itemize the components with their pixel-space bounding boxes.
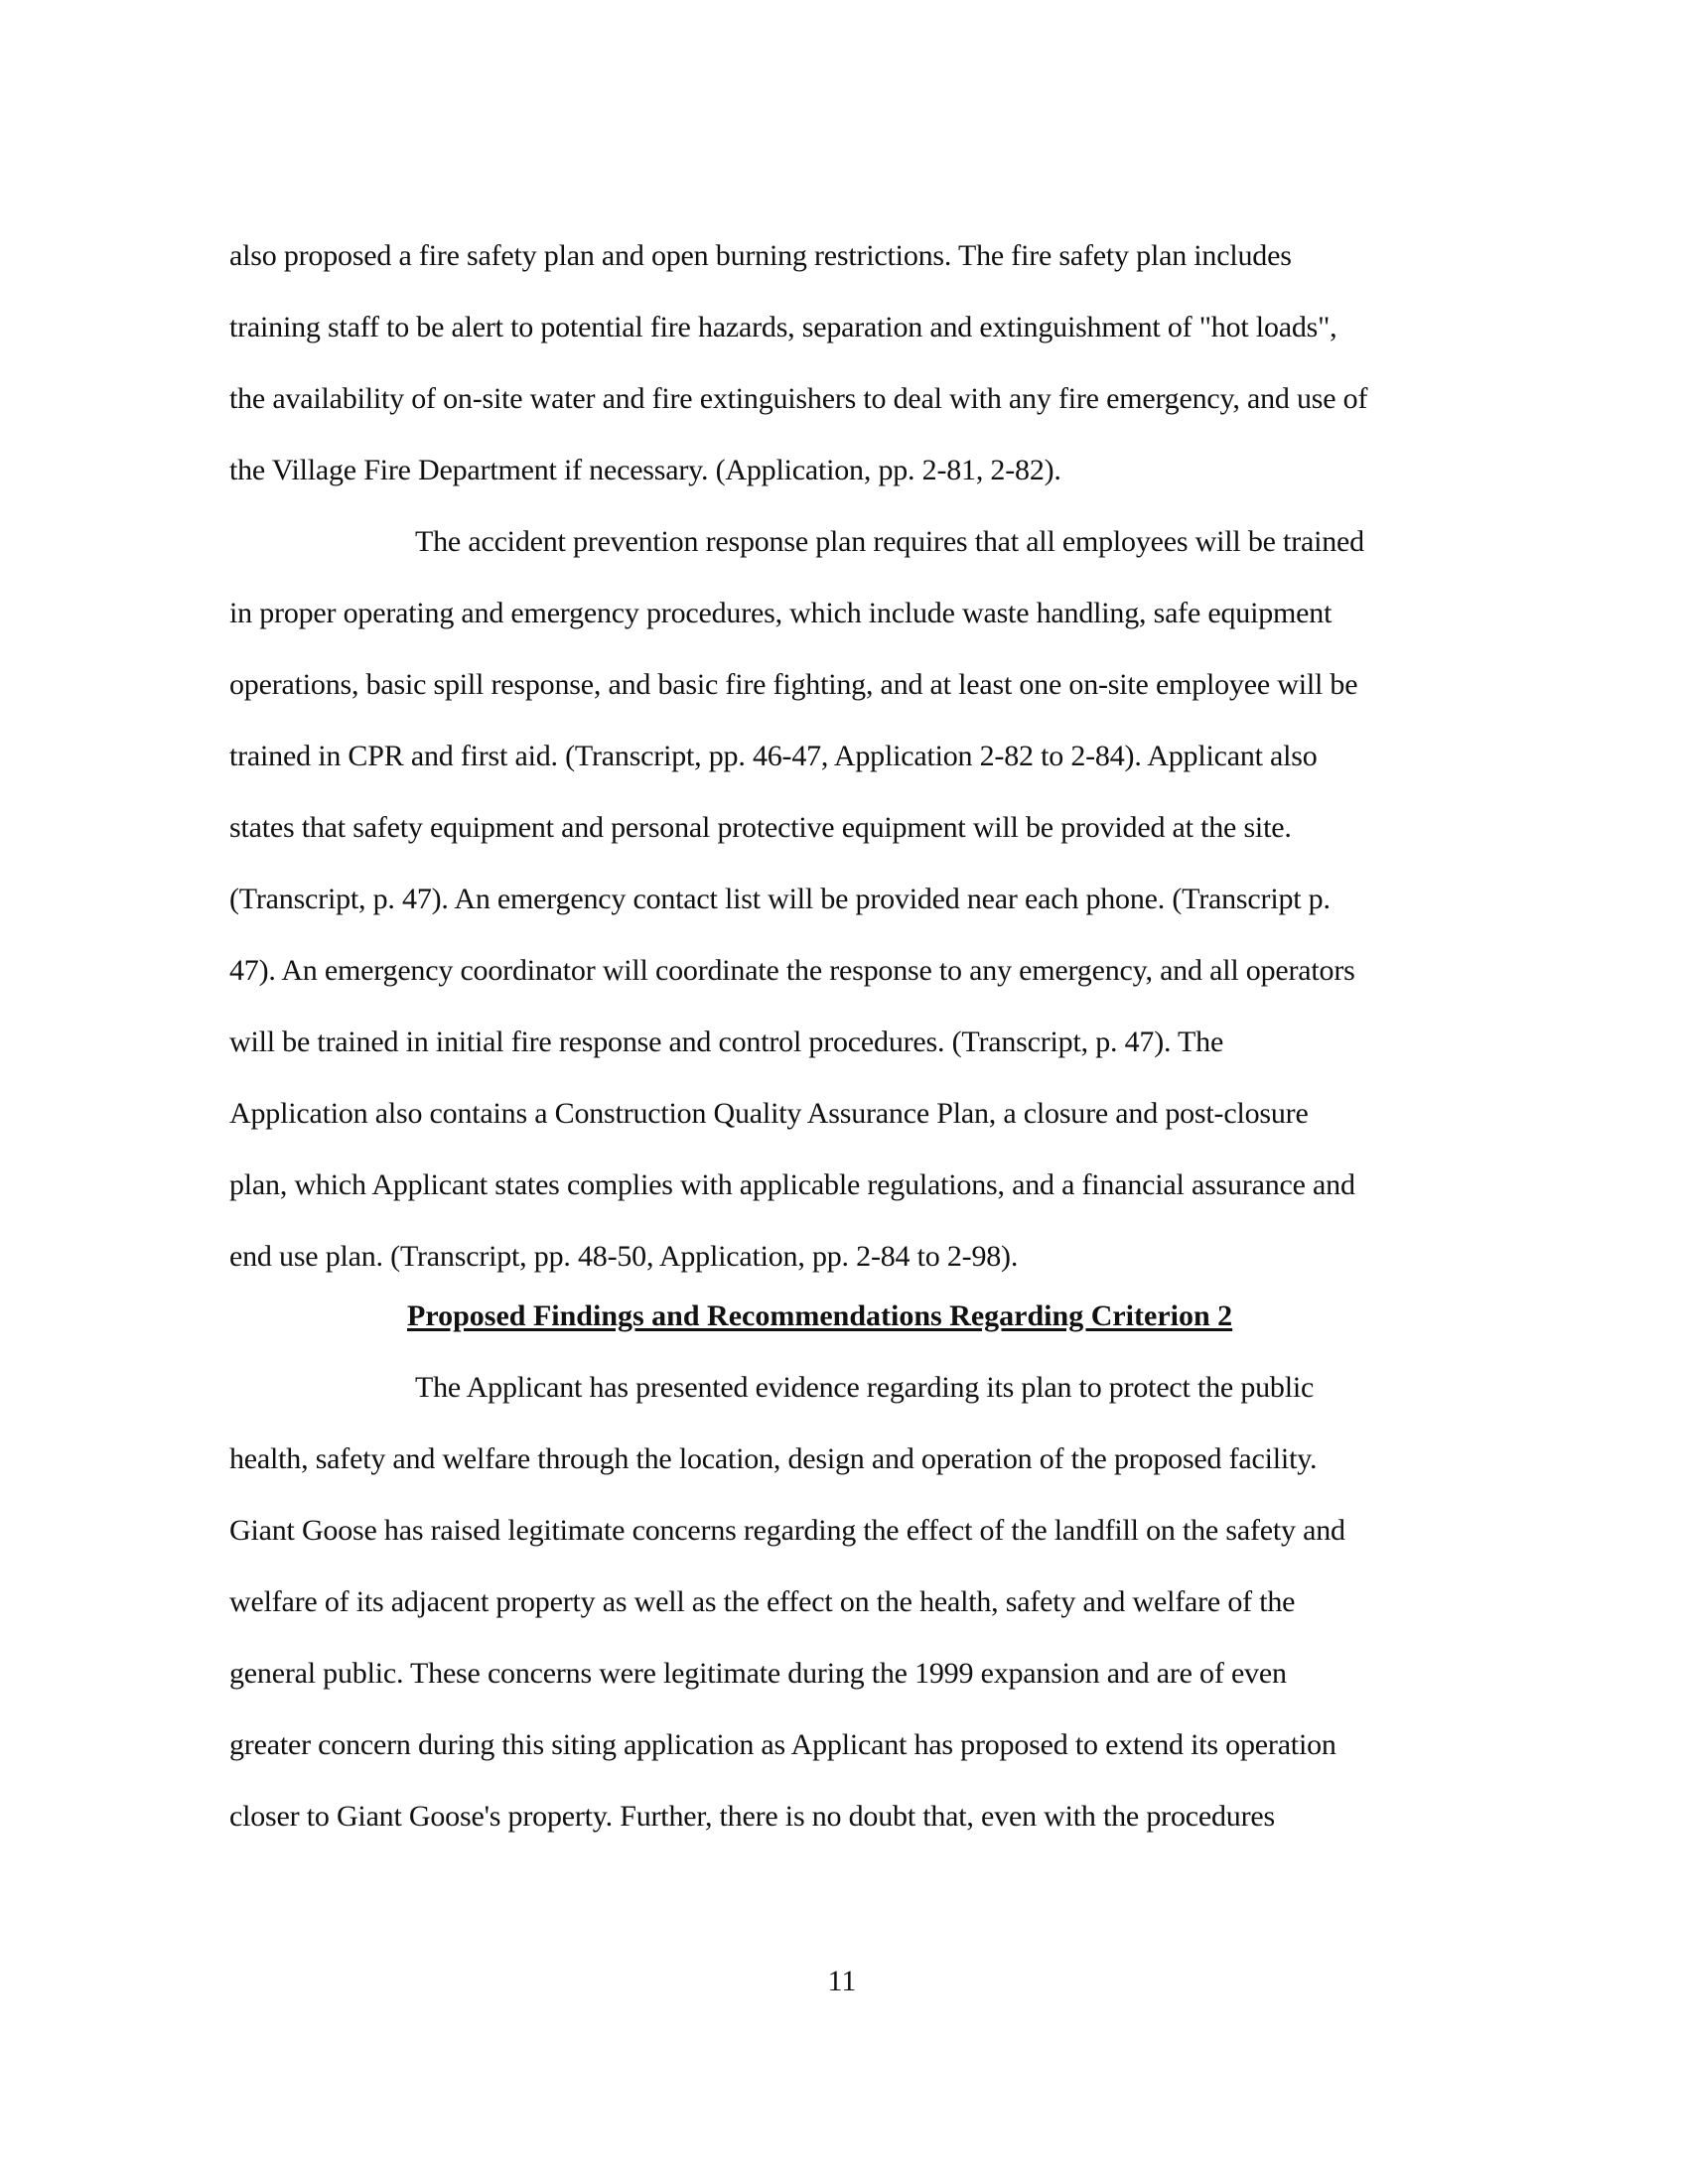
paragraph-2-line-7: 47). An emergency coordinator will coordinate the response to any emergency, and all operators bbox=[229, 954, 1355, 987]
paragraph-2-line-8: will be trained in initial fire response and control procedures. (Transcript, p. 47). The bbox=[229, 1025, 1224, 1058]
paragraph-1-line-3: the availability of on-site water and fire extinguishers to deal with any fire emergency, and use of bbox=[229, 382, 1368, 415]
page-number: 11 bbox=[827, 1965, 857, 1997]
paragraph-2-line-6: (Transcript, p. 47). An emergency contact list will be provided near each phone. (Transcript p. bbox=[229, 883, 1331, 915]
paragraph-3-line-4: welfare of its adjacent property as well as the effect on the health, safety and welfare of the bbox=[229, 1585, 1296, 1618]
paragraph-3-line-3: Giant Goose has raised legitimate concerns regarding the effect of the landfill on the safety and bbox=[229, 1514, 1345, 1547]
paragraph-1-line-2: training staff to be alert to potential fire hazards, separation and extinguishment of "hot loads", bbox=[229, 311, 1337, 343]
section-heading: Proposed Findings and Recommendations Regarding Criterion 2 bbox=[407, 1299, 1233, 1332]
paragraph-2-line-11: end use plan. (Transcript, pp. 48-50, Application, pp. 2-84 to 2-98). bbox=[229, 1240, 1019, 1273]
paragraph-2-line-2: in proper operating and emergency procedures, which include waste handling, safe equipment bbox=[229, 597, 1333, 629]
paragraph-3-line-6: greater concern during this siting application as Applicant has proposed to extend its operation bbox=[229, 1728, 1336, 1761]
paragraph-1-line-1: also proposed a fire safety plan and open burning restrictions. The fire safety plan includes bbox=[229, 239, 1292, 272]
paragraph-3-line-1: The Applicant has presented evidence regarding its plan to protect the public bbox=[415, 1371, 1315, 1404]
paragraph-2-line-9: Application also contains a Construction Quality Assurance Plan, a closure and post-closure bbox=[229, 1097, 1309, 1130]
paragraph-3-line-7: closer to Giant Goose's property. Further, there is no doubt that, even with the procedures bbox=[229, 1800, 1275, 1833]
paragraph-1-line-4: the Village Fire Department if necessary. (Application, pp. 2-81, 2-82). bbox=[229, 454, 1061, 486]
paragraph-3-line-5: general public. These concerns were legitimate during the 1999 expansion and are of even bbox=[229, 1657, 1287, 1690]
paragraph-2-line-1: The accident prevention response plan requires that all employees will be trained bbox=[415, 525, 1364, 558]
paragraph-2-line-3: operations, basic spill response, and basic fire fighting, and at least one on-site employee will be bbox=[229, 668, 1358, 701]
paragraph-2-line-10: plan, which Applicant states complies with applicable regulations, and a financial assurance and bbox=[229, 1168, 1355, 1201]
paragraph-2-line-5: states that safety equipment and personal protective equipment will be provided at the site. bbox=[229, 811, 1292, 844]
paragraph-3-line-2: health, safety and welfare through the location, design and operation of the proposed facility. bbox=[229, 1442, 1318, 1475]
paragraph-2-line-4: trained in CPR and first aid. (Transcript, pp. 46-47, Application 2-82 to 2-84). Applicant also bbox=[229, 740, 1318, 772]
